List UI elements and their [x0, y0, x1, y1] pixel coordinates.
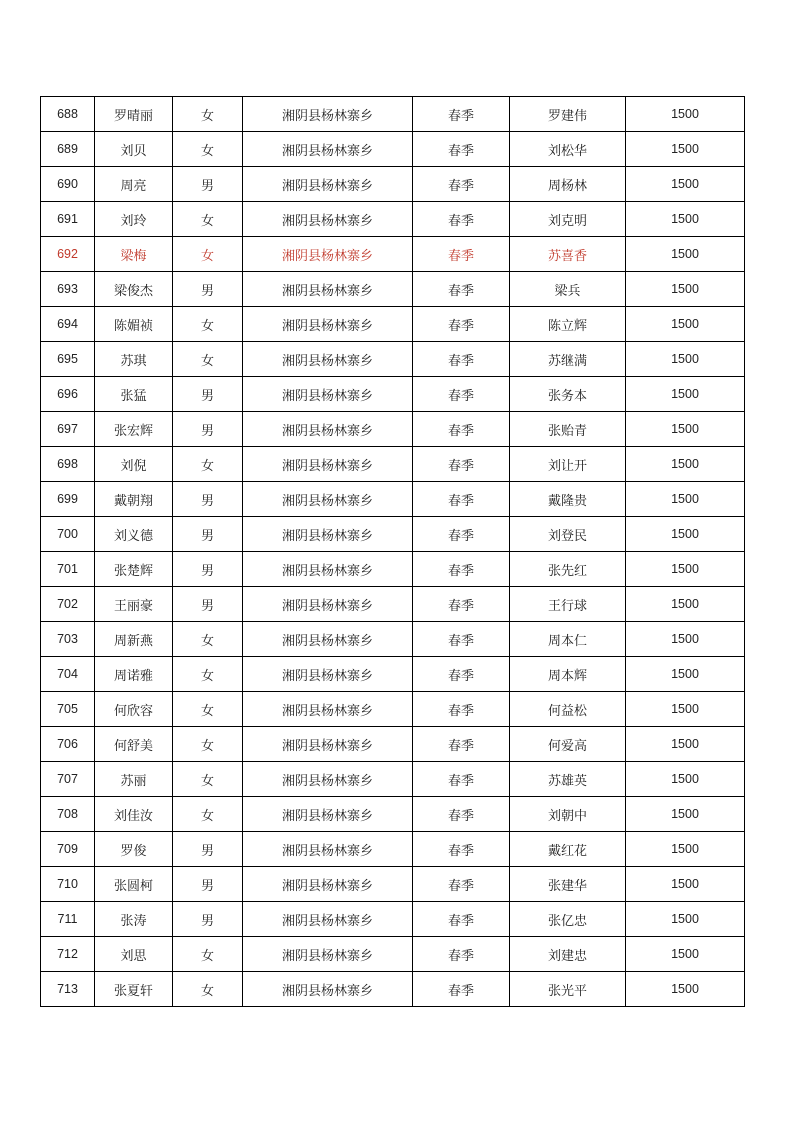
cell-name: 苏丽	[95, 762, 173, 797]
cell-address: 湘阴县杨林寨乡	[243, 412, 413, 447]
cell-guardian: 张贻青	[510, 412, 626, 447]
cell-gender: 女	[173, 97, 243, 132]
cell-address: 湘阴县杨林寨乡	[243, 657, 413, 692]
cell-amount: 1500	[626, 832, 745, 867]
table-row	[41, 902, 745, 937]
cell-address: 湘阴县杨林寨乡	[243, 97, 413, 132]
cell-address: 湘阴县杨林寨乡	[243, 307, 413, 342]
cell-number: 692	[41, 237, 95, 272]
cell-address: 湘阴县杨林寨乡	[243, 237, 413, 272]
cell-name: 何舒美	[95, 727, 173, 762]
cell-name: 罗俊	[95, 832, 173, 867]
cell-name: 刘义德	[95, 517, 173, 552]
cell-amount: 1500	[626, 657, 745, 692]
table-row	[41, 97, 745, 132]
cell-guardian: 刘登民	[510, 517, 626, 552]
cell-amount: 1500	[626, 307, 745, 342]
cell-name: 罗晴丽	[95, 97, 173, 132]
cell-gender: 女	[173, 657, 243, 692]
cell-number: 702	[41, 587, 95, 622]
cell-amount: 1500	[626, 902, 745, 937]
cell-gender: 男	[173, 377, 243, 412]
cell-address: 湘阴县杨林寨乡	[243, 482, 413, 517]
table-row	[41, 307, 745, 342]
cell-guardian: 陈立辉	[510, 307, 626, 342]
cell-number: 710	[41, 867, 95, 902]
cell-amount: 1500	[626, 132, 745, 167]
cell-gender: 男	[173, 867, 243, 902]
cell-gender: 女	[173, 762, 243, 797]
cell-number: 696	[41, 377, 95, 412]
cell-gender: 女	[173, 447, 243, 482]
cell-amount: 1500	[626, 727, 745, 762]
table-row	[41, 202, 745, 237]
cell-number: 709	[41, 832, 95, 867]
cell-season: 春季	[413, 727, 510, 762]
cell-name: 张猛	[95, 377, 173, 412]
table-row	[41, 937, 745, 972]
cell-number: 699	[41, 482, 95, 517]
cell-amount: 1500	[626, 342, 745, 377]
cell-amount: 1500	[626, 762, 745, 797]
cell-season: 春季	[413, 762, 510, 797]
cell-number: 695	[41, 342, 95, 377]
cell-gender: 男	[173, 587, 243, 622]
cell-guardian: 王行球	[510, 587, 626, 622]
cell-guardian: 罗建伟	[510, 97, 626, 132]
roster-table-body	[41, 97, 745, 1007]
cell-number: 708	[41, 797, 95, 832]
cell-season: 春季	[413, 342, 510, 377]
cell-name: 周亮	[95, 167, 173, 202]
cell-address: 湘阴县杨林寨乡	[243, 272, 413, 307]
cell-amount: 1500	[626, 587, 745, 622]
table-row	[41, 517, 745, 552]
cell-season: 春季	[413, 832, 510, 867]
cell-gender: 女	[173, 237, 243, 272]
cell-number: 711	[41, 902, 95, 937]
cell-gender: 男	[173, 167, 243, 202]
cell-season: 春季	[413, 587, 510, 622]
cell-number: 697	[41, 412, 95, 447]
cell-gender: 女	[173, 972, 243, 1007]
cell-number: 701	[41, 552, 95, 587]
table-row	[41, 692, 745, 727]
cell-amount: 1500	[626, 552, 745, 587]
table-row	[41, 797, 745, 832]
cell-guardian: 张光平	[510, 972, 626, 1007]
cell-guardian: 刘克明	[510, 202, 626, 237]
cell-guardian: 周本辉	[510, 657, 626, 692]
cell-address: 湘阴县杨林寨乡	[243, 902, 413, 937]
cell-season: 春季	[413, 97, 510, 132]
cell-number: 691	[41, 202, 95, 237]
cell-guardian: 苏继满	[510, 342, 626, 377]
cell-gender: 男	[173, 902, 243, 937]
table-row	[41, 867, 745, 902]
cell-guardian: 戴隆贵	[510, 482, 626, 517]
cell-gender: 男	[173, 832, 243, 867]
cell-gender: 男	[173, 517, 243, 552]
table-row	[41, 412, 745, 447]
table-row	[41, 447, 745, 482]
cell-guardian: 张先红	[510, 552, 626, 587]
cell-name: 周新燕	[95, 622, 173, 657]
cell-season: 春季	[413, 867, 510, 902]
cell-guardian: 苏喜香	[510, 237, 626, 272]
cell-amount: 1500	[626, 517, 745, 552]
cell-name: 王丽豪	[95, 587, 173, 622]
cell-gender: 女	[173, 132, 243, 167]
cell-address: 湘阴县杨林寨乡	[243, 342, 413, 377]
cell-name: 周诺雅	[95, 657, 173, 692]
cell-gender: 女	[173, 727, 243, 762]
cell-address: 湘阴县杨林寨乡	[243, 447, 413, 482]
cell-season: 春季	[413, 622, 510, 657]
cell-season: 春季	[413, 972, 510, 1007]
cell-name: 梁俊杰	[95, 272, 173, 307]
cell-gender: 男	[173, 482, 243, 517]
cell-season: 春季	[413, 447, 510, 482]
cell-season: 春季	[413, 237, 510, 272]
cell-number: 704	[41, 657, 95, 692]
cell-gender: 女	[173, 342, 243, 377]
cell-address: 湘阴县杨林寨乡	[243, 797, 413, 832]
cell-amount: 1500	[626, 412, 745, 447]
cell-name: 戴朝翔	[95, 482, 173, 517]
cell-amount: 1500	[626, 97, 745, 132]
cell-address: 湘阴县杨林寨乡	[243, 692, 413, 727]
cell-season: 春季	[413, 937, 510, 972]
cell-number: 713	[41, 972, 95, 1007]
cell-amount: 1500	[626, 692, 745, 727]
cell-address: 湘阴县杨林寨乡	[243, 167, 413, 202]
cell-name: 苏琪	[95, 342, 173, 377]
cell-name: 张楚辉	[95, 552, 173, 587]
cell-amount: 1500	[626, 377, 745, 412]
cell-season: 春季	[413, 307, 510, 342]
cell-guardian: 周杨林	[510, 167, 626, 202]
table-row	[41, 587, 745, 622]
cell-gender: 男	[173, 272, 243, 307]
cell-address: 湘阴县杨林寨乡	[243, 587, 413, 622]
cell-amount: 1500	[626, 447, 745, 482]
cell-amount: 1500	[626, 972, 745, 1007]
table-row	[41, 657, 745, 692]
table-row	[41, 622, 745, 657]
cell-guardian: 何益松	[510, 692, 626, 727]
cell-address: 湘阴县杨林寨乡	[243, 622, 413, 657]
cell-name: 何欣容	[95, 692, 173, 727]
roster-table	[40, 96, 745, 1007]
cell-amount: 1500	[626, 237, 745, 272]
cell-name: 张涛	[95, 902, 173, 937]
table-row	[41, 167, 745, 202]
cell-address: 湘阴县杨林寨乡	[243, 727, 413, 762]
cell-season: 春季	[413, 132, 510, 167]
cell-guardian: 刘松华	[510, 132, 626, 167]
cell-guardian: 张务本	[510, 377, 626, 412]
cell-address: 湘阴县杨林寨乡	[243, 867, 413, 902]
cell-guardian: 戴红花	[510, 832, 626, 867]
cell-number: 693	[41, 272, 95, 307]
cell-address: 湘阴县杨林寨乡	[243, 517, 413, 552]
cell-name: 刘贝	[95, 132, 173, 167]
table-row	[41, 552, 745, 587]
cell-number: 707	[41, 762, 95, 797]
cell-number: 698	[41, 447, 95, 482]
cell-amount: 1500	[626, 622, 745, 657]
cell-season: 春季	[413, 482, 510, 517]
cell-name: 刘佳汝	[95, 797, 173, 832]
cell-gender: 女	[173, 937, 243, 972]
cell-amount: 1500	[626, 482, 745, 517]
cell-name: 刘玲	[95, 202, 173, 237]
table-row	[41, 832, 745, 867]
cell-season: 春季	[413, 202, 510, 237]
cell-season: 春季	[413, 517, 510, 552]
cell-season: 春季	[413, 657, 510, 692]
cell-number: 712	[41, 937, 95, 972]
cell-season: 春季	[413, 902, 510, 937]
table-row	[41, 342, 745, 377]
table-row	[41, 377, 745, 412]
cell-gender: 男	[173, 552, 243, 587]
cell-season: 春季	[413, 377, 510, 412]
table-row	[41, 132, 745, 167]
cell-guardian: 梁兵	[510, 272, 626, 307]
cell-number: 688	[41, 97, 95, 132]
cell-guardian: 刘朝中	[510, 797, 626, 832]
cell-season: 春季	[413, 552, 510, 587]
cell-name: 刘倪	[95, 447, 173, 482]
cell-amount: 1500	[626, 797, 745, 832]
cell-amount: 1500	[626, 202, 745, 237]
cell-gender: 女	[173, 622, 243, 657]
cell-season: 春季	[413, 692, 510, 727]
cell-season: 春季	[413, 412, 510, 447]
cell-guardian: 刘建忠	[510, 937, 626, 972]
cell-name: 张圆柯	[95, 867, 173, 902]
cell-name: 梁梅	[95, 237, 173, 272]
cell-name: 张夏轩	[95, 972, 173, 1007]
table-row	[41, 237, 745, 272]
cell-season: 春季	[413, 167, 510, 202]
cell-number: 694	[41, 307, 95, 342]
cell-address: 湘阴县杨林寨乡	[243, 132, 413, 167]
cell-address: 湘阴县杨林寨乡	[243, 762, 413, 797]
cell-name: 刘思	[95, 937, 173, 972]
cell-number: 706	[41, 727, 95, 762]
table-row	[41, 762, 745, 797]
cell-amount: 1500	[626, 272, 745, 307]
cell-address: 湘阴县杨林寨乡	[243, 552, 413, 587]
cell-guardian: 张建华	[510, 867, 626, 902]
cell-name: 张宏辉	[95, 412, 173, 447]
cell-number: 700	[41, 517, 95, 552]
cell-gender: 女	[173, 202, 243, 237]
cell-number: 703	[41, 622, 95, 657]
cell-amount: 1500	[626, 167, 745, 202]
cell-address: 湘阴县杨林寨乡	[243, 832, 413, 867]
table-row	[41, 272, 745, 307]
cell-gender: 男	[173, 412, 243, 447]
table-row	[41, 482, 745, 517]
cell-guardian: 张亿忠	[510, 902, 626, 937]
cell-address: 湘阴县杨林寨乡	[243, 972, 413, 1007]
cell-guardian: 刘让开	[510, 447, 626, 482]
cell-number: 690	[41, 167, 95, 202]
cell-season: 春季	[413, 272, 510, 307]
cell-guardian: 苏雄英	[510, 762, 626, 797]
cell-gender: 女	[173, 797, 243, 832]
cell-address: 湘阴县杨林寨乡	[243, 202, 413, 237]
cell-amount: 1500	[626, 867, 745, 902]
cell-amount: 1500	[626, 937, 745, 972]
cell-address: 湘阴县杨林寨乡	[243, 937, 413, 972]
table-row	[41, 727, 745, 762]
cell-guardian: 周本仁	[510, 622, 626, 657]
cell-gender: 女	[173, 692, 243, 727]
cell-name: 陈媚祯	[95, 307, 173, 342]
cell-number: 705	[41, 692, 95, 727]
cell-address: 湘阴县杨林寨乡	[243, 377, 413, 412]
table-row	[41, 972, 745, 1007]
cell-guardian: 何爱高	[510, 727, 626, 762]
cell-gender: 女	[173, 307, 243, 342]
cell-number: 689	[41, 132, 95, 167]
cell-season: 春季	[413, 797, 510, 832]
